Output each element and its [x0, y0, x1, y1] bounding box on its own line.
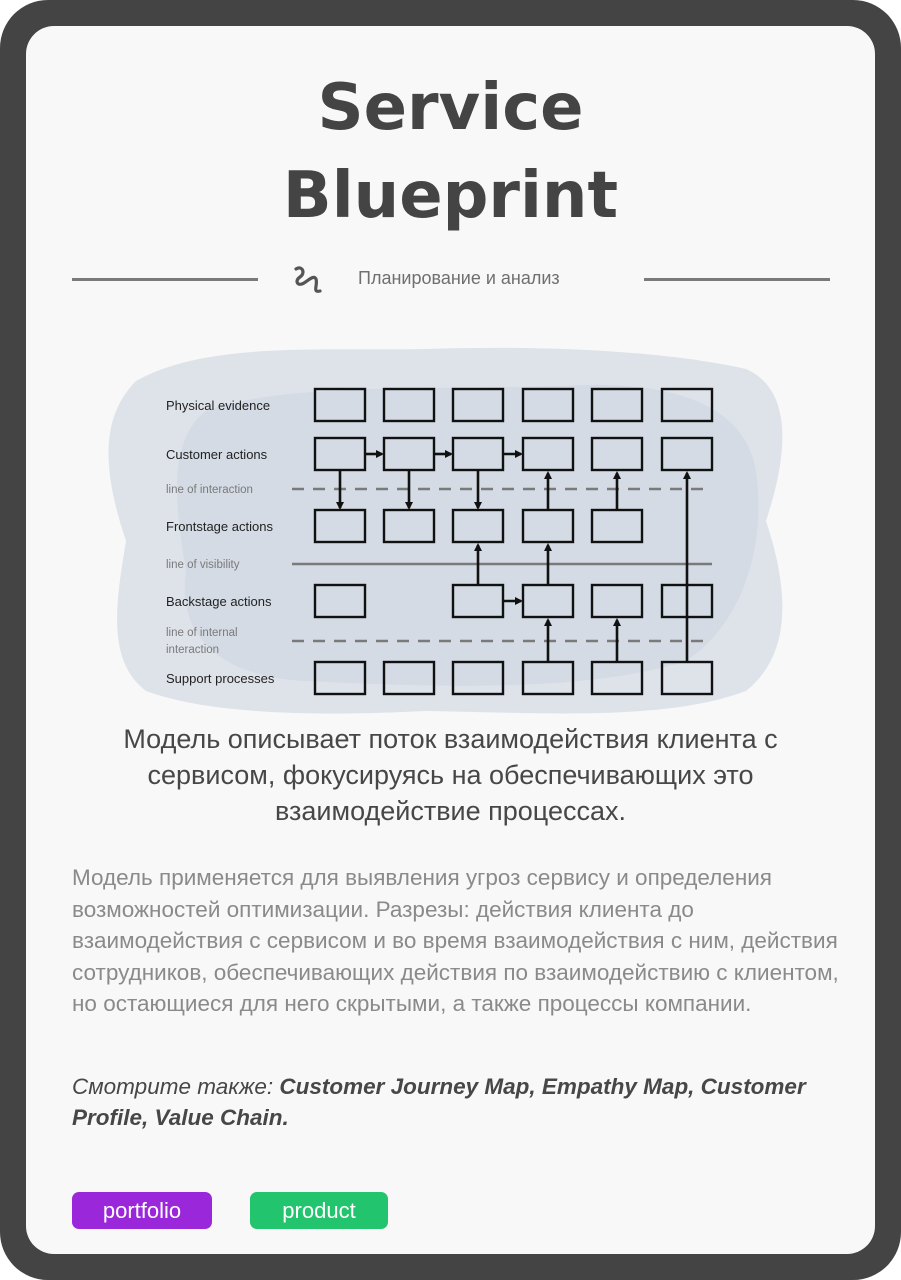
method-card	[26, 26, 875, 1254]
service-blueprint-diagram	[26, 321, 875, 721]
row-label-physical-evidence: Physical evidence	[166, 398, 271, 413]
line-label-interaction: line of interaction	[166, 484, 253, 496]
description-text: Модель применяется для выявления угроз сервису и определения возможностей оптимизации. Разрезы: действия клиента до взаимодействия с сервисом и во время взаимодействия с ним, действия сотрудников, обеспечивающих действия по взаимодействию с клиентом, но остающиеся для него скрытыми, а также процессы компании.	[72, 865, 839, 1016]
see-also-label: Смотрите также:	[72, 1074, 274, 1099]
see-also-links: Customer Journey Map, Empathy Map, Customer Profile, Value Chain.	[72, 1074, 806, 1130]
line-label-internal-2: interaction	[166, 644, 220, 656]
see-also	[72, 1071, 842, 1133]
tag-product[interactable]: product	[250, 1192, 388, 1229]
row-label-customer-actions: Customer actions	[166, 447, 268, 462]
tag-portfolio[interactable]: portfolio	[72, 1192, 212, 1229]
divider-right	[644, 278, 830, 281]
squiggle-icon	[290, 263, 326, 297]
title-line-1: Service	[317, 71, 584, 145]
summary-headline: Модель описывает поток взаимодействия клиента с сервисом, фокусируясь на обеспечивающих это взаимодействие процессах.	[123, 724, 778, 826]
category-label: Планирование и анализ	[358, 268, 560, 288]
row-label-support-processes: Support processes	[166, 671, 275, 686]
row-label-backstage-actions: Backstage actions	[166, 594, 272, 609]
line-label-visibility: line of visibility	[166, 559, 240, 571]
divider-left	[72, 278, 258, 281]
title-line-2: Blueprint	[282, 159, 619, 233]
line-label-internal-1: line of internal	[166, 627, 238, 639]
row-label-frontstage-actions: Frontstage actions	[166, 519, 273, 534]
